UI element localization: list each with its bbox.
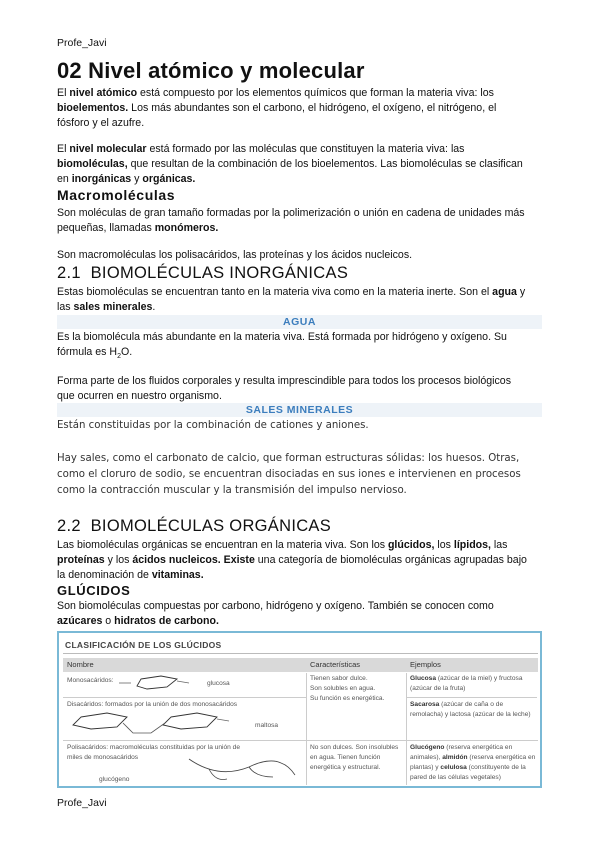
agua-heading: AGUA xyxy=(57,315,542,329)
glucidos-heading: GLÚCIDOS xyxy=(57,583,131,598)
table-col-ejemplos: Ejemplos xyxy=(410,660,441,669)
table-header-row xyxy=(63,658,538,672)
inorganic-paragraph: Estas biomoléculas se encuentran tanto en la materia viva como en la materia inerte. Son el agua y las sales minerales. xyxy=(57,286,526,313)
agua-paragraph-2: Forma parte de los fluidos corporales y resulta imprescindible para todos los procesos biológicos que ocurren en nuestro organismo. xyxy=(57,375,511,402)
table-row-mono-ej: Glucosa (azúcar de la miel) y fructosa (azúcar de la fruta) xyxy=(410,675,523,692)
table-row-poli-name: Polisacáridos: macromoléculas constituidas por la unión de miles de monosacáridos xyxy=(67,744,240,761)
intro-atomic-paragraph: El nivel atómico está compuesto por los elementos químicos que forman la materia viva: los bioelementos. Los más abundantes son el carbono, el hidrógeno, el oxígeno, el nitrógeno, el fósforo y el azufre. xyxy=(57,87,497,129)
table-title: CLASIFICACIÓN DE LOS GLÚCIDOS xyxy=(63,637,538,654)
page-header: Profe_Javi xyxy=(57,37,107,49)
organic-heading: 2.2 BIOMOLÉCULAS ORGÁNICAS xyxy=(57,517,332,535)
macromoleculas-paragraph: Son moléculas de gran tamaño formadas por la polimerización o unión en cadena de unidades más pequeñas, llamadas monómeros. xyxy=(57,207,525,234)
table-col-nombre: Nombre xyxy=(67,660,94,669)
maltosa-label: maltosa xyxy=(255,722,279,729)
table-row-mono-name: Monosacáridos: xyxy=(67,677,114,684)
page-footer: Profe_Javi xyxy=(57,797,107,809)
page-title: 02 Nivel atómico y molecular xyxy=(57,58,365,83)
glucidos-paragraph: Son biomoléculas compuestas por carbono, hidrógeno y oxígeno. También se conocen como azúcares o hidratos de carbono. xyxy=(57,600,494,627)
table-col-caracteristicas: Características xyxy=(310,660,361,669)
glucidos-classification-table xyxy=(57,631,542,788)
intro-molecular-paragraph: El nivel molecular está formado por las moléculas que constituyen la materia viva: las biomoléculas, que resultan de la combinación de los bioelementos. Las biomoléculas se clasifican en inorgánicas y orgánicas. xyxy=(57,143,523,185)
table-row-poli-ej: Glucógeno (reserva energética en animales), almidón (reserva energética en plantas) y celulosa (constituyente de la pared de las células vegetales) xyxy=(410,744,536,781)
glucogeno-molecule-icon xyxy=(149,753,304,785)
glucogeno-label: glucógeno xyxy=(99,776,130,783)
sales-heading: SALES MINERALES xyxy=(57,403,542,417)
table-row-di-ej: Sacarosa (azúcar de caña o de remolacha) y lactosa (azúcar de la leche) xyxy=(410,701,531,718)
agua-paragraph: Es la biomolécula más abundante en la materia viva. Está formada por hidrógeno y oxígeno. Su fórmula es $H_2O$. xyxy=(57,331,507,361)
organic-paragraph: Las biomoléculas orgánicas se encuentran en la materia viva. Son los glúcidos, los lípidos, las proteínas y los ácidos nucleicos. Existe una categoría de biomoléculas orgánicas agrupadas bajo la denominación de vitaminas. xyxy=(57,539,527,581)
maltosa-molecule-icon xyxy=(67,711,267,737)
sales-paragraph: Están constituidas por la combinación de cationes y aniones. xyxy=(57,420,369,431)
table-row-poli-car: No son dulces. Son insolubles en agua. Tienen función energética y estructural. xyxy=(310,744,399,771)
inorganic-heading: 2.1 BIOMOLÉCULAS INORGÁNICAS xyxy=(57,264,349,282)
glucosa-label: glucosa xyxy=(207,680,230,687)
table-row-di-name: Disacáridos: formados por la unión de dos monosacáridos xyxy=(67,701,238,708)
sales-paragraph-2: Hay sales, como el carbonato de calcio, que forman estructuras sólidas: los huesos. Otras, como el cloruro de sodio, se encuentran disociadas en sus iones e intervienen en procesos como la contracción muscular y la transmisión del impulso nervioso. xyxy=(57,453,521,496)
macromoleculas-list: Son macromoléculas los polisacáridos, las proteínas y los ácidos nucleicos. xyxy=(57,249,413,261)
macromoleculas-heading: Macromoléculas xyxy=(57,187,176,203)
table-row-mono-car: Tienen sabor dulce. Son solubles en agua. Su función es energética. xyxy=(310,675,385,702)
